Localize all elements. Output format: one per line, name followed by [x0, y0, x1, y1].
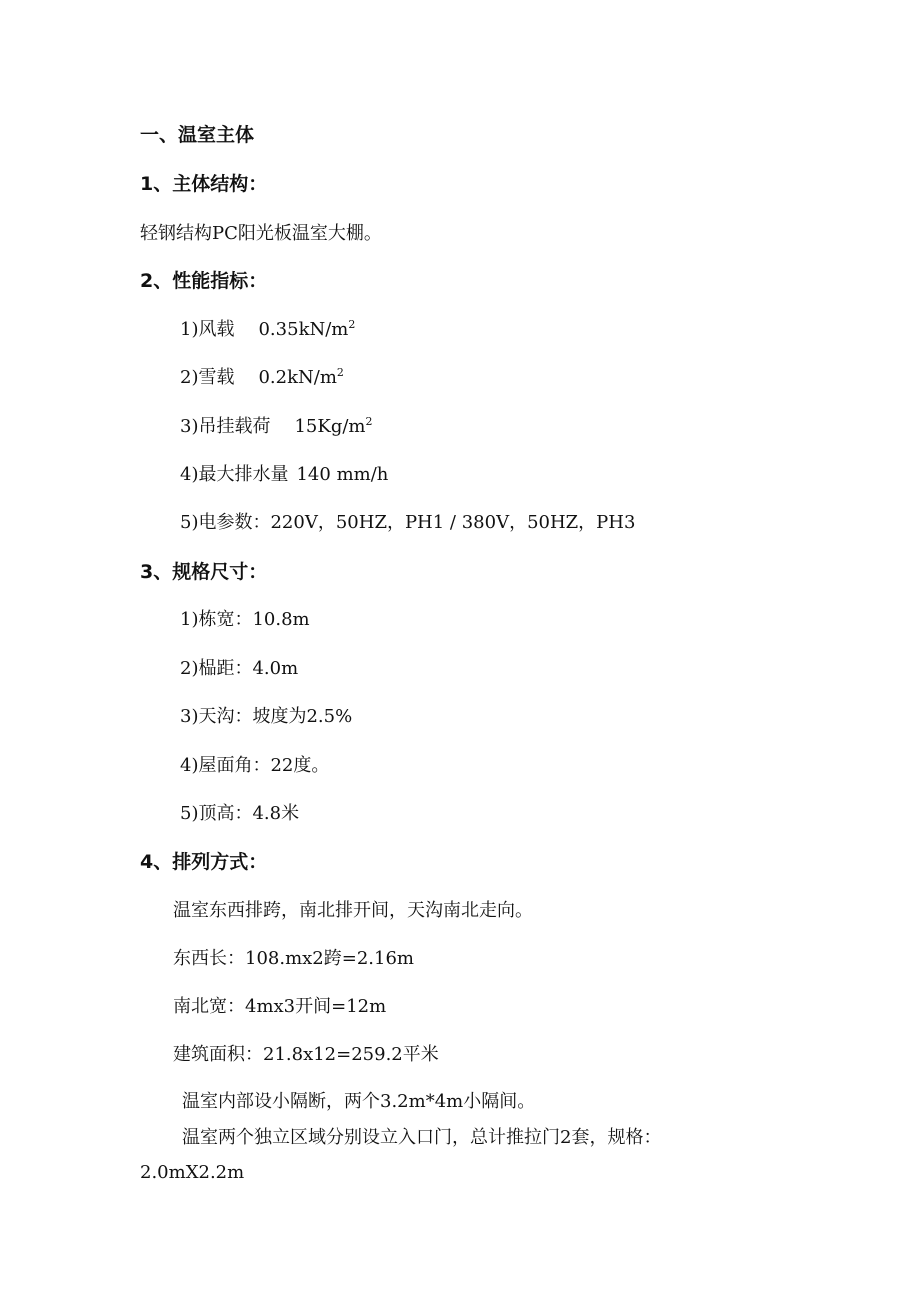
heading-dimensions: 3、规格尺寸：: [140, 561, 268, 583]
layout-line: 建筑面积：21.8x12=259.2平米: [173, 1044, 439, 1065]
performance-label: 1)风载: [180, 319, 235, 340]
performance-value: 0.35kN/m: [258, 319, 349, 340]
layout-line: 东西长：108.mx2跨=2.16m: [173, 948, 414, 969]
layout-paragraph-continuation: 2.0mX2.2m: [140, 1162, 245, 1183]
performance-value: 220V，50HZ，PH1 / 380V，50HZ，PH3: [270, 512, 636, 533]
heading-layout: 4、排列方式：: [140, 851, 268, 873]
heading-main-structure: 1、主体结构：: [140, 173, 268, 195]
performance-label: 3)吊挂载荷: [180, 416, 271, 437]
layout-line: 温室东西排跨，南北排开间，天沟南北走向。: [173, 900, 533, 921]
performance-label: 4)最大排水量: [180, 464, 289, 485]
layout-line: 南北宽：4mx3开间=12m: [173, 996, 387, 1017]
performance-label: 2)雪载: [180, 367, 235, 388]
superscript: 2: [348, 318, 356, 331]
performance-value: 0.2kN/m: [258, 367, 337, 388]
superscript: 2: [336, 366, 344, 379]
dimension-item: 3)天沟：坡度为2.5%: [180, 706, 353, 727]
performance-item: [180, 510, 635, 536]
performance-item: [180, 365, 344, 391]
dimension-item: 5)顶高：4.8米: [180, 803, 300, 824]
performance-item: [180, 414, 373, 440]
performance-item: [180, 317, 355, 343]
section-title: 一、温室主体: [140, 124, 255, 146]
performance-item: [180, 462, 388, 488]
heading-performance: 2、性能指标：: [140, 270, 268, 292]
dimension-item: 1)栋宽：10.8m: [180, 609, 310, 630]
dimension-item: 4)屋面角：22度。: [180, 755, 330, 776]
dimension-item: 2)榀距：4.0m: [180, 658, 299, 679]
main-structure-text: 轻钢结构PC阳光板温室大棚。: [140, 223, 382, 244]
superscript: 2: [365, 415, 373, 428]
performance-value: 140 mm/h: [296, 464, 389, 485]
performance-value: 15Kg/m: [294, 416, 366, 437]
layout-paragraph: 温室两个独立区域分别设立入口门，总计推拉门2套，规格：: [182, 1127, 662, 1148]
performance-label: 5)电参数：: [180, 512, 271, 533]
layout-paragraph: 温室内部设小隔断，两个3.2m*4m小隔间。: [182, 1091, 536, 1112]
